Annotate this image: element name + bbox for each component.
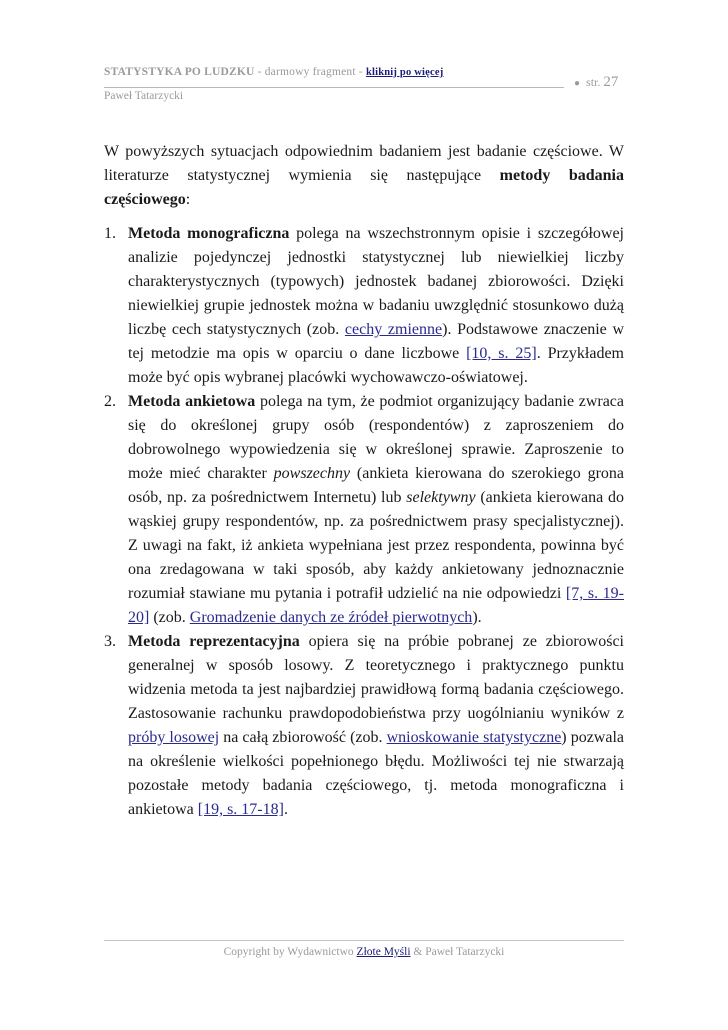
header-divider — [104, 87, 564, 88]
method-text: ). Podstawowe znaczenie w tej metodzie ma opis w oparciu o dane liczbowe — [128, 321, 625, 362]
page-content — [104, 140, 624, 822]
intro-end: : — [185, 191, 191, 208]
intro-text-2: W literaturze statystycznej wymienia się następujące — [104, 143, 624, 184]
cross-reference-link[interactable]: Gromadzenie danych ze źródeł pierwotnych — [189, 609, 473, 626]
publisher-link[interactable]: Złote Myśli — [356, 946, 411, 958]
cross-reference-link[interactable]: wnioskowanie statystyczne — [386, 729, 562, 746]
method-text: (ankieta kierowana do wąskiej grupy respondentów, np. za pośrednictwem prasy specjalistycznej). Z uwagi na fakt, iż ankieta wypełniana jest przez respondenta, powinna być ona zredagowana w taki sposób, aby każdy ankietowany jednoznacznie rozumiał stawiane mu pytania i potrafił udzielić na nie odpowiedzi — [128, 489, 625, 602]
method-text: polega na tym, że podmiot organizujący badanie zwraca się do określonej grupy osób (respondentów) z zaproszeniem do dobrowolnego wypowiedzenia się w określonej sprawie. Zaproszenie to może mieć charakter — [128, 393, 625, 482]
method-title: Metoda ankietowa — [128, 393, 256, 410]
page-footer — [0, 946, 728, 958]
list-item — [104, 222, 624, 390]
bullet-icon: ● — [574, 78, 581, 89]
footer-suffix: & Paweł Tatarzycki — [410, 946, 505, 958]
header-brand: STATYSTYKA PO LUDZKU — [104, 66, 255, 78]
method-text: polega na wszechstronnym opisie i szczegółowej analizie pojedynczej jednostki statystycznej lub niewielkiej liczby charakterystycznych (typowych) jednostek badanej zbiorowości. Dzięki niewielkiej grupie jednostek można w badaniu uwzględnić stosunkowo dużą liczbę cech statystycznych (zob. — [128, 225, 625, 338]
cross-reference-link[interactable]: cechy zmienne — [344, 321, 443, 338]
header-subtitle: - darmowy fragment - — [254, 66, 366, 78]
cross-reference-link[interactable]: próby losowej — [128, 729, 220, 746]
method-text: (ankieta kierowana do szerokiego grona osób, np. za pośrednictwem Internetu) lub — [128, 465, 625, 506]
methods-list — [104, 222, 624, 822]
citation-link[interactable]: [7, s. 19-20] — [128, 585, 624, 626]
method-text: . Przykładem może być opis wybranej placówki wychowawczo-oświatowej. — [128, 345, 624, 386]
method-text: . — [283, 801, 288, 818]
method-emphasis: powszechny — [273, 465, 351, 482]
method-text: (zob. — [149, 609, 190, 626]
method-emphasis: selektywny — [406, 489, 476, 506]
method-title: Metoda monograficzna — [128, 225, 290, 242]
list-number: 2. — [104, 393, 116, 410]
header-author: Paweł Tatarzycki — [104, 90, 184, 102]
method-text: ) pozwala na określenie wielkości popełnionego błędu. Możliwości tej nie stwarzają pozostałe metody badania częściowego, tj. metoda monograficzna i ankietowa — [128, 729, 625, 818]
citation-link[interactable]: [19, s. 17-18] — [197, 801, 284, 818]
method-text: ). — [472, 609, 482, 626]
header-more-link[interactable]: kliknij po więcej — [365, 67, 444, 78]
citation-link[interactable]: [10, s. 25] — [466, 345, 537, 362]
list-number: 1. — [104, 225, 116, 242]
footer-prefix: Copyright by Wydawnictwo — [223, 946, 357, 958]
header-title-line — [104, 66, 624, 78]
intro-text: W powyższych sytuacjach odpowiednim badaniem jest badanie częściowe. — [104, 143, 603, 160]
page-header — [104, 66, 624, 102]
list-item — [104, 630, 624, 822]
footer-divider — [104, 940, 624, 941]
list-item — [104, 390, 624, 630]
intro-paragraph — [104, 140, 624, 212]
page-number — [574, 74, 618, 91]
method-title: Metoda reprezentacyjna — [128, 633, 300, 650]
page-number-value: 27 — [603, 74, 619, 90]
intro-bold: metody badania częściowego — [104, 167, 625, 208]
method-text: na całą zbiorowość (zob. — [219, 729, 387, 746]
page-label: str. — [586, 75, 601, 89]
method-text: opiera się na próbie pobranej ze zbiorowości generalnej w sposób losowy. Z teoretycznego i praktycznego punktu widzenia metoda ta jest najbardziej prawidłową formą badania częściowego. Zastosowanie rachunku prawdopodobieństwa przy uogólnianiu wyników z — [128, 633, 625, 722]
list-number: 3. — [104, 633, 116, 650]
